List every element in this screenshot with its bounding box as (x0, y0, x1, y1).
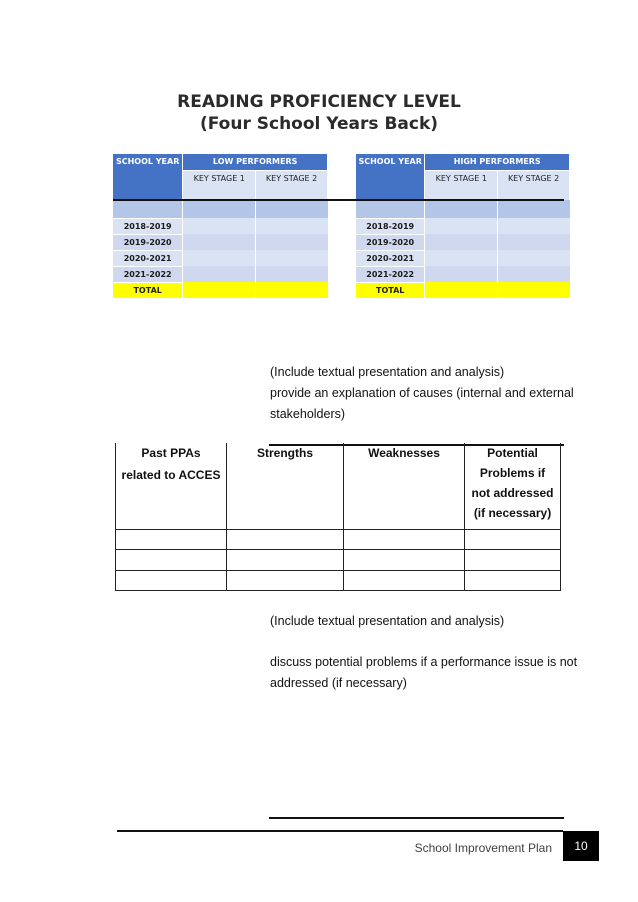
year-row-label: 2018-2019 (356, 218, 425, 234)
total-row-label: TOTAL (356, 282, 425, 298)
footer-rule (117, 830, 563, 832)
ppa-col-header-weaknesses: Weaknesses (344, 443, 465, 529)
page-subtitle: (Four School Years Back) (199, 114, 439, 134)
year-row-label: 2019-2020 (113, 234, 183, 250)
high-performers-table (356, 154, 570, 298)
table-divider-line (113, 199, 564, 201)
footer-label: School Improvement Plan (414, 841, 552, 855)
note-text: stakeholders) (270, 407, 346, 421)
year-row-label: 2021-2022 (113, 266, 183, 282)
year-row-label: 2018-2019 (113, 218, 183, 234)
page-title: READING PROFICIENCY LEVEL (177, 92, 461, 112)
table-row (116, 570, 561, 590)
year-row-label: 2021-2022 (356, 266, 425, 282)
note-instruction: (Include textual presentation and analysis) (270, 365, 505, 379)
note-text: addressed (if necessary) (270, 676, 407, 690)
school-year-header: SCHOOL YEAR (356, 154, 425, 200)
low-performers-table (113, 154, 328, 298)
table-row (116, 529, 561, 549)
year-row-label: 2020-2021 (356, 250, 425, 266)
year-row-label: 2019-2020 (356, 234, 425, 250)
school-year-header: SCHOOL YEAR (113, 154, 183, 200)
high-performers-header: HIGH PERFORMERS (425, 154, 570, 170)
year-row-label: 2020-2021 (113, 250, 183, 266)
note-text: provide an explanation of causes (internal and external (270, 386, 574, 400)
ppa-col-header-potential-problems: Potential Problems if not addressed (if necessary) (465, 443, 561, 529)
key-stage-2-header: KEY STAGE 2 (498, 170, 570, 200)
low-performers-header: LOW PERFORMERS (183, 154, 328, 170)
note-instruction: (Include textual presentation and analysis) (270, 614, 505, 628)
key-stage-2-header: KEY STAGE 2 (256, 170, 328, 200)
key-stage-1-header: KEY STAGE 1 (425, 170, 498, 200)
ppa-table (115, 443, 561, 591)
ppa-col-header-strengths: Strengths (227, 443, 344, 529)
total-row-label: TOTAL (113, 282, 183, 298)
table-row (116, 549, 561, 570)
key-stage-1-header: KEY STAGE 1 (183, 170, 256, 200)
note-text: discuss potential problems if a performance issue is not (270, 655, 578, 669)
ppa-col-header-past-ppas: Past PPAs related to ACCES (116, 443, 227, 529)
page-number: 10 (563, 831, 599, 861)
section-rule (269, 817, 564, 819)
